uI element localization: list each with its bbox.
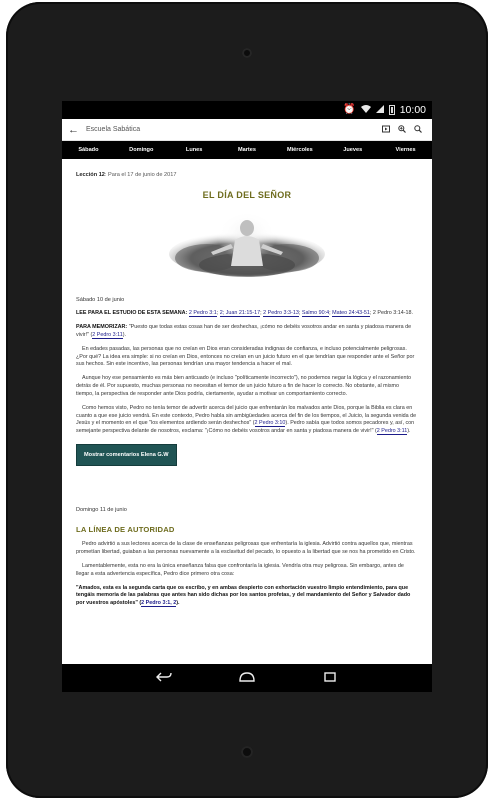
lesson-date: : Para el 17 de junio de 2017 [104,172,177,178]
tab-martes[interactable]: Martes [237,147,257,153]
ref-link[interactable]: 2 Pedro 3:1 [188,310,217,317]
front-camera [242,48,252,58]
paragraph-text: ). Pedro sabía que todos somos pecadores y, así, con semejante perspectiva delante de nosotros, exclama: "¡Cómo no debéis vosotros andar en santa y piadosa manera de vivir!" ( [76,420,415,435]
tab-viernes[interactable]: Viernes [395,147,416,153]
study-lead: LEE PARA EL ESTUDIO DE ESTA SEMANA: [76,310,188,317]
paragraph: Pedro advirtió a sus lectores acerca de la clase de enseñanzas peligrosas que enfrentaría la iglesia. Advirtió contra aquellos que, mientras prometían libertad, guiaban a las personas nuevamente a la esclavitud del pecado, lo opuesto a la libertad que se nos ha prometido en Cristo. [76,541,416,556]
lesson-title: EL DÍA DEL SEÑOR [202,190,292,201]
study-tail: ; 2 Pedro 3:14-18. [369,310,414,317]
paragraph [76,405,418,436]
memory-verse [76,324,418,340]
clock: 10:00 [399,104,426,116]
memorize-end: ). [122,331,127,338]
jesus-in-clouds-image [167,210,327,282]
recents-nav-icon[interactable] [320,669,340,687]
home-nav-icon[interactable] [237,669,257,687]
paragraph: Lamentablemente, esta no era la única enseñanza falsa que confrontaría la iglesia. Vendría otra muy peligrosa. Sin embargo, antes de llegar a esta advertencia específica, Pedro dice primero otra cosa: [76,562,404,577]
memorize-text: "Puesto que todas estas cosas han de ser deshechas, ¡cómo no debéis vosotros andar en santa y piadosa manera de vivir!" ( [76,324,412,338]
tab-jueves[interactable]: Jueves [343,147,363,153]
back-arrow-icon[interactable]: ← [68,123,79,136]
ref-link[interactable]: 2; Juan 21:15-17 [219,310,261,317]
scripture-quote [76,585,418,608]
day-tabs [62,141,432,159]
quote-text: "Amados, esta es la segunda carta que os escribo, y en ambas despierto con exhortación vuestro limpio entendimiento, para que tengáis memoria de las palabras que antes han sido dichas por los santos profetas, y del mandamiento del Señor y Salvador dado por vuestros apóstoles" ( [76,584,411,607]
memorize-lead: PARA MEMORIZAR: [76,324,128,331]
slideshow-icon[interactable] [378,125,394,135]
nav-bar [62,664,432,692]
back-nav-icon[interactable] [154,669,174,687]
app-title: Escuela Sabática [86,126,141,133]
ref-link[interactable]: 2 Pedro 3:1, 2 [141,600,177,607]
quote-end: ). [176,600,180,607]
lesson-content [62,171,432,608]
app-bar [62,119,432,141]
tab-miercoles[interactable]: Miércoles [286,147,313,153]
status-bar [62,101,432,119]
lesson-header [76,171,418,179]
egw-comments-button[interactable]: Mostrar comentarios Elena G.W [76,444,177,466]
tab-domingo[interactable]: Domingo [129,147,154,153]
signal-icon [376,105,384,116]
alarm-icon: ⏰ [343,104,356,115]
paragraph-text: ). [407,428,411,435]
paragraph: En edades pasadas, las personas que no creían en Dios eran consideradas indignas de confianza, e incluso potencialmente peligrosas. ¿Por qué? La idea era simple: si no creían en Dios, entonces no creían en un juicio futuro en el que tendrían que responder ante el Señor por sus hechos. Sin este incentivo, las personas tendrían una mayor tendencia a hacer el mal. [76,345,415,368]
paragraph: Aunque hoy ese pensamiento es más bien anticuado (e incluso "políticamente incorrecto"), no podemos negar la lógica y el razonamiento detrás de él. Por supuesto, muchas personas no necesitan el temor de un juicio futuro a fin de hacer lo correcto. No obstante, al mismo tiempo, la perspectiva de responder ante Dios podría, ciertamente, ayudar a motivar un comportamiento correcto. [76,375,411,397]
zoom-in-icon[interactable] [394,125,410,135]
lesson-number: Lección 12 [76,172,105,178]
saturday-date: Sábado 10 de junio [76,297,125,304]
ref-link[interactable]: Mateo 24:43-51 [332,310,370,317]
sunday-date: Domingo 11 de junio [76,507,127,514]
battery-icon [389,105,395,115]
paragraph-text: Como hemos visto, Pedro no tenía temor de advertir acerca del juicio que enfrentarán los malvados ante Dios, porque la Biblia es clara en cuanto a que ese juicio vendrá. En este contexto, Pedro habla sin ambigüedades acerca del fin de los tiempos, el Juicio, la segunda venida de Jesús y el momento en el que "los elementos ardiendo serán deshechos" ( [76,404,417,427]
ref-link[interactable]: 2 Pedro 3:11 [92,331,123,338]
tab-sabado[interactable]: Sábado [78,147,99,153]
ref-link[interactable]: Salmo 90:4 [301,310,330,317]
app-screen [62,101,432,691]
wifi-icon [361,105,371,116]
home-sensor [241,746,253,758]
tab-lunes[interactable]: Lunes [185,147,203,153]
search-icon[interactable] [410,125,426,135]
ref-link[interactable]: 2 Pedro 3:10 [254,420,286,427]
ref-link[interactable]: 2 Pedro 3:3-13 [263,310,299,317]
ref-link[interactable]: 2 Pedro 3:11 [376,428,408,435]
study-refs: LEE PARA EL ESTUDIO DE ESTA SEMANA: 2 Pedro 3:1; 2; Juan 21:15-17; 2 Pedro 3:3-13; Salmo 90:4; Mateo 24:43-51; 2 Pedro 3:14-18. [76,310,414,317]
sunday-title: LA LÍNEA DE AUTORIDAD [76,525,175,535]
